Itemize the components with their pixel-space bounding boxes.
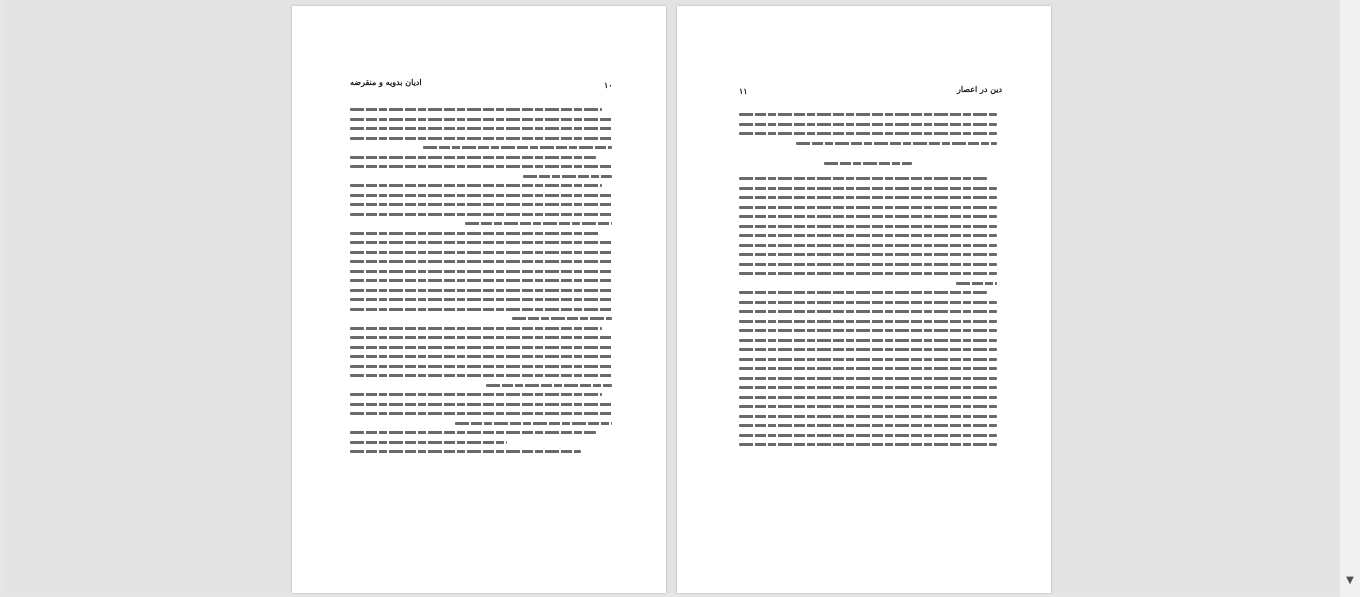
chevron-down-icon[interactable]: ▼ [1346, 575, 1354, 586]
page-number: ۱۱ [739, 86, 748, 96]
running-title: ادیان بدویه و منقرضه [350, 77, 422, 87]
document-viewer[interactable] [4, 0, 1340, 593]
page-right [677, 6, 1051, 593]
page-number: ۱۰ [604, 80, 613, 90]
vertical-scrollbar[interactable] [1340, 0, 1360, 597]
page-body-text [739, 110, 997, 520]
page-left [292, 6, 666, 593]
page-body-text [350, 105, 612, 545]
running-title: دین در اعصار [957, 84, 1003, 94]
